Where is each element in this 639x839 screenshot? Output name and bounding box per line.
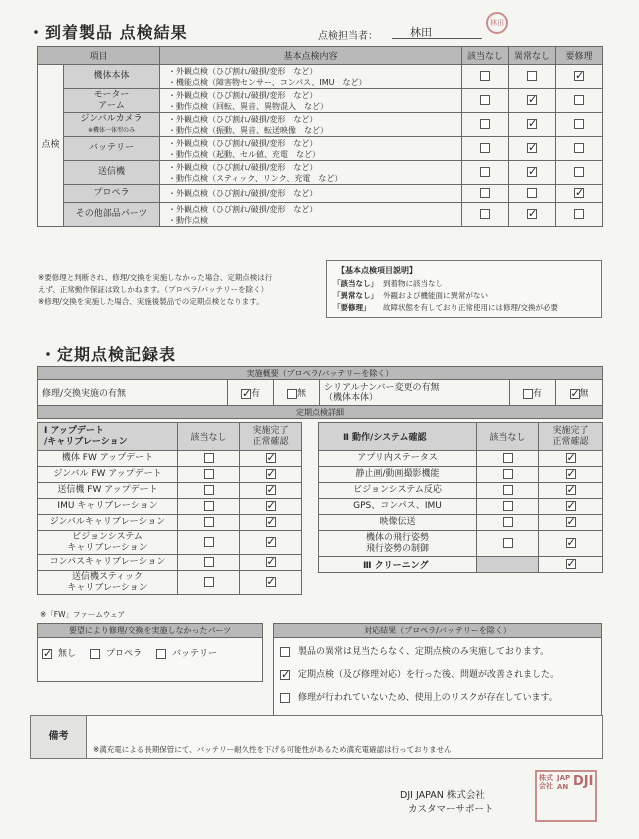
arrival-row — [38, 137, 603, 161]
arrival-na-checkbox[interactable] — [480, 143, 490, 153]
update-label-line: ジンバル FW アップデート — [53, 469, 162, 479]
update-done-cell — [240, 531, 302, 555]
arrival-item — [64, 185, 160, 203]
arrival-ok-cell — [509, 137, 556, 161]
legend-row — [333, 278, 558, 290]
legend-row — [333, 302, 558, 314]
company-name: DJI JAPAN 株式会社 — [400, 790, 485, 801]
parts-option — [156, 646, 217, 659]
arrival-na-cell — [462, 137, 509, 161]
arrival-item — [64, 203, 160, 227]
system-na-checkbox[interactable] — [503, 453, 513, 463]
system-label — [319, 499, 477, 515]
arrival-row — [38, 161, 603, 185]
legend-desc: 故障状態を有しており正常使用には修理/交換が必要 — [383, 303, 559, 312]
result-options — [274, 638, 602, 718]
inspector-name: 林田 — [410, 26, 432, 39]
arrival-content-line: ・動作点検（回転、異音、異物混入 など） — [168, 101, 329, 111]
system-done-cell — [539, 467, 603, 483]
update-done-cell — [240, 467, 302, 483]
update-na-checkbox[interactable] — [204, 501, 214, 511]
arrival-content — [160, 137, 462, 161]
system-na-checkbox[interactable] — [503, 517, 513, 527]
update-label — [38, 451, 178, 467]
arrival-ok-checkbox[interactable] — [527, 71, 537, 81]
update-label — [38, 515, 178, 531]
result-option-label: 製品の異常は見当たらなく、定期点検のみ実施しております。 — [298, 647, 550, 657]
system-row — [319, 451, 603, 467]
legend-term: 「該当なし」 — [333, 279, 378, 288]
system-done-checkbox[interactable] — [566, 469, 576, 479]
arrival-item — [64, 113, 160, 137]
parts-options — [38, 638, 263, 682]
system-label-line: 映像伝送 — [379, 517, 416, 527]
update-na-cell — [178, 515, 240, 531]
arrival-na-cell — [462, 203, 509, 227]
seal-left: 株式会社 — [539, 774, 553, 790]
update-label-line: ビジョンシステム — [72, 531, 143, 542]
parts-option — [42, 646, 76, 659]
remarks-text: ※満充電による長期保管にて、バッテリー耐久性を下げる可能性があるため満充電確認は行っておりません — [93, 745, 452, 754]
system-label-line: 機体の飛行姿勢 — [365, 532, 429, 543]
update-row — [38, 555, 302, 571]
fw-note: ※「FW」ファームウェア — [40, 610, 126, 619]
arrival-repair-cell — [556, 185, 603, 203]
serial-no-checkbox[interactable] — [570, 389, 580, 399]
arrival-ok-cell — [509, 89, 556, 113]
note-line: えず、正常動作保証は致しかねます。（プロペラ/バッテリーを除く） — [38, 285, 269, 294]
cleaning-done-checkbox[interactable] — [566, 559, 576, 569]
parts-option-checkbox[interactable] — [42, 649, 52, 659]
serial-no-cell — [556, 380, 603, 406]
arrival-content-line: ・動作点検（起動、セル値、充電 など） — [168, 149, 321, 159]
arrival-na-checkbox[interactable] — [480, 95, 490, 105]
system-done-cell — [539, 515, 603, 531]
arrival-item-line: 機体本体 — [93, 71, 130, 81]
parts-option-label: 無し — [58, 649, 77, 659]
legend-term: 「異常なし」 — [333, 291, 378, 300]
system-label — [319, 531, 477, 557]
system-na-header: 該当なし — [477, 423, 539, 451]
update-label — [38, 531, 178, 555]
result-option — [280, 667, 601, 690]
overview-table — [37, 366, 603, 419]
update-row — [38, 483, 302, 499]
update-label — [38, 483, 178, 499]
update-row — [38, 451, 302, 467]
arrival-item-line: ジンバルカメラ — [80, 113, 143, 124]
arrival-table — [37, 46, 603, 227]
arrival-repair-cell — [556, 161, 603, 185]
system-na-cell — [477, 499, 539, 515]
arrival-row — [38, 185, 603, 203]
serial-label-sub: （機体本体） — [324, 392, 379, 403]
inspector-stamp: 林田 — [486, 12, 508, 34]
system-label-line: 静止画/動画撮影機能 — [355, 469, 440, 479]
system-na-checkbox[interactable] — [503, 469, 513, 479]
arrival-ok-cell — [509, 203, 556, 227]
note-line: ※要修理と判断され、修理/交換を実施しなかった場合、定期点検は行 — [38, 273, 273, 282]
system-done-header — [539, 423, 603, 451]
arrival-ok-checkbox[interactable] — [527, 167, 537, 177]
repair-label: 修理/交換実施の有無 — [38, 380, 228, 406]
parts-option-label: バッテリー — [172, 649, 218, 659]
result-option — [280, 644, 601, 667]
arrival-item-line: 送信機 — [98, 167, 126, 177]
arrival-content — [160, 65, 462, 89]
repair-yes-label: 有 — [250, 389, 260, 399]
update-label-line: 送信機 FW アップデート — [57, 485, 158, 495]
parts-option-checkbox[interactable] — [90, 649, 100, 659]
header-item: 項目 — [38, 47, 160, 65]
arrival-item-line: その他部品パーツ — [75, 209, 148, 219]
update-na-checkbox[interactable] — [204, 517, 214, 527]
parts-header: 要望により修理/交換を実施しなかったパーツ — [38, 624, 263, 638]
arrival-ok-checkbox[interactable] — [527, 143, 537, 153]
repair-no-checkbox[interactable] — [287, 389, 297, 399]
arrival-na-checkbox[interactable] — [480, 209, 490, 219]
system-na-checkbox[interactable] — [503, 538, 513, 548]
detail-header: 定期点検詳細 — [38, 406, 603, 419]
system-done-cell — [539, 451, 603, 467]
periodic-title: ・定期点検記録表 — [40, 345, 177, 364]
update-header — [38, 423, 178, 451]
system-done-cell — [539, 499, 603, 515]
done-header-line: 正常確認 — [552, 436, 589, 447]
system-row — [319, 483, 603, 499]
update-done-checkbox[interactable] — [266, 501, 276, 511]
arrival-content-line: ・動作点検 — [168, 215, 209, 225]
update-done-cell — [240, 483, 302, 499]
update-na-cell — [178, 571, 240, 595]
serial-no-label: 無 — [579, 389, 589, 399]
arrival-content — [160, 203, 462, 227]
system-na-checkbox[interactable] — [503, 501, 513, 511]
update-row — [38, 531, 302, 555]
done-header-line: 実施完了 — [252, 425, 289, 436]
arrival-na-cell — [462, 89, 509, 113]
update-label-line: ジンバルキャリブレーション — [49, 517, 166, 527]
arrival-content-line: ・動作点検（振動、異音、転送映像 など） — [168, 125, 329, 135]
header-content: 基本点検内容 — [160, 47, 462, 65]
arrival-row — [38, 203, 603, 227]
arrival-na-cell — [462, 161, 509, 185]
arrival-content — [160, 89, 462, 113]
inspector-label: 点検担当者： — [318, 31, 378, 42]
arrival-repair-checkbox[interactable] — [574, 188, 584, 198]
arrival-content-line: ・外観点検（ひび割れ/破損/変形 など） — [168, 204, 318, 214]
update-done-cell — [240, 499, 302, 515]
serial-yes-cell — [510, 380, 556, 406]
parts-option-label: プロペラ — [106, 649, 143, 659]
update-row — [38, 515, 302, 531]
update-row — [38, 571, 302, 595]
system-label-line: GPS、コンパス、IMU — [353, 501, 442, 511]
update-na-cell — [178, 483, 240, 499]
arrival-content-line: ・外観点検（ひび割れ/破損/変形 など） — [168, 138, 318, 148]
arrival-na-cell — [462, 113, 509, 137]
system-label-line: 飛行姿勢の制御 — [365, 543, 429, 554]
update-label-line: 機体 FW アップデート — [61, 453, 154, 463]
update-done-cell — [240, 515, 302, 531]
arrival-content-line: ・外観点検（ひび割れ/破損/変形 など） — [168, 114, 318, 124]
update-label — [38, 499, 178, 515]
update-label-line: コンパスキャリブレーション — [49, 557, 166, 567]
update-na-checkbox[interactable] — [204, 537, 214, 547]
update-table — [37, 422, 302, 595]
arrival-row — [38, 113, 603, 137]
arrival-item-line: モーター — [93, 89, 130, 100]
result-header: 対応結果（プロペラ/バッテリーを除く） — [274, 624, 602, 638]
arrival-item — [64, 89, 160, 113]
legend-desc: 外観および機能面に異常がない — [383, 291, 488, 300]
arrival-row — [38, 89, 603, 113]
update-na-header: 該当なし — [178, 423, 240, 451]
update-label — [38, 571, 178, 595]
system-done-cell — [539, 531, 603, 557]
header-repair: 要修理 — [556, 47, 603, 65]
system-row — [319, 499, 603, 515]
result-option-checkbox[interactable] — [280, 647, 290, 657]
update-label-line: キャリブレーション — [67, 582, 148, 593]
system-done-cell — [539, 483, 603, 499]
remarks-box — [30, 715, 603, 759]
arrival-item — [64, 137, 160, 161]
arrival-content-line: ・外観点検（ひび割れ/破損/変形 など） — [168, 189, 318, 198]
arrival-content — [160, 185, 462, 203]
system-header: Ⅱ 動作/システム確認 — [319, 423, 477, 451]
system-done-checkbox[interactable] — [566, 517, 576, 527]
update-done-checkbox[interactable] — [266, 517, 276, 527]
update-na-cell — [178, 451, 240, 467]
arrival-repair-cell — [556, 89, 603, 113]
system-row — [319, 515, 603, 531]
result-table — [273, 623, 602, 718]
note-line: ※修理/交換を実施した場合、実施後製品での定期点検となります。 — [38, 297, 264, 306]
update-na-checkbox[interactable] — [204, 469, 214, 479]
legend-term: 「要修理」 — [333, 303, 371, 312]
update-done-cell — [240, 571, 302, 595]
arrival-content — [160, 161, 462, 185]
arrival-content-line: ・外観点検（ひび割れ/破損/変形 など） — [168, 162, 318, 172]
arrival-ok-cell — [509, 113, 556, 137]
cleaning-label: Ⅲ クリーニング — [319, 557, 477, 573]
update-done-checkbox[interactable] — [266, 537, 276, 547]
update-done-cell — [240, 555, 302, 571]
update-done-checkbox[interactable] — [266, 485, 276, 495]
arrival-item-line: バッテリー — [89, 143, 135, 153]
arrival-repair-cell — [556, 137, 603, 161]
serial-label: シリアルナンバー変更の有無 — [324, 382, 440, 393]
update-header-line: /キャリブレーション — [44, 436, 128, 447]
update-done-checkbox[interactable] — [266, 453, 276, 463]
done-header-line: 実施完了 — [552, 425, 589, 436]
serial-yes-label: 有 — [532, 389, 542, 399]
arrival-repair-cell — [556, 203, 603, 227]
update-done-checkbox[interactable] — [266, 469, 276, 479]
system-label — [319, 467, 477, 483]
system-row — [319, 467, 603, 483]
cleaning-na-cell — [477, 557, 539, 573]
arrival-repair-checkbox[interactable] — [574, 167, 584, 177]
system-na-cell — [477, 451, 539, 467]
update-na-cell — [178, 555, 240, 571]
system-done-checkbox[interactable] — [566, 485, 576, 495]
arrival-repair-checkbox[interactable] — [574, 71, 584, 81]
repair-no-cell — [274, 380, 320, 406]
system-done-checkbox[interactable] — [566, 538, 576, 548]
arrival-repair-checkbox[interactable] — [574, 209, 584, 219]
serial-yes-checkbox[interactable] — [523, 389, 533, 399]
update-label-line: キャリブレーション — [67, 542, 148, 553]
system-label — [319, 515, 477, 531]
arrival-title: ・到着製品 点検結果 — [28, 23, 188, 42]
arrival-repair-checkbox[interactable] — [574, 95, 584, 105]
update-label-line: 送信機スティック — [71, 571, 144, 582]
done-header-line: 正常確認 — [252, 436, 289, 447]
update-row — [38, 467, 302, 483]
arrival-ok-cell — [509, 185, 556, 203]
arrival-notes — [38, 272, 272, 308]
arrival-ok-cell — [509, 65, 556, 89]
arrival-ok-cell — [509, 161, 556, 185]
overview-header: 実施概要（プロペラ/バッテリーを除く） — [38, 367, 603, 380]
update-na-checkbox[interactable] — [204, 557, 214, 567]
inspector-underline — [392, 38, 482, 39]
cleaning-done-cell — [539, 557, 603, 573]
result-option-label: 定期点検（及び修理対応）を行った後、問題が改善されました。 — [298, 670, 560, 680]
system-na-cell — [477, 531, 539, 557]
result-option-label: 修理が行われていないため、使用上のリスクが存在しています。 — [298, 693, 558, 703]
system-na-cell — [477, 483, 539, 499]
arrival-na-checkbox[interactable] — [480, 167, 490, 177]
arrival-content — [160, 113, 462, 137]
arrival-item-line: アーム — [98, 100, 125, 111]
system-label-line: ビジョンシステム反応 — [353, 485, 442, 495]
update-label-line: IMU キャリブレーション — [57, 501, 158, 511]
update-na-cell — [178, 467, 240, 483]
seal-mid: JAPAN — [557, 774, 571, 791]
legend-desc: 到着物に該当なし — [383, 279, 443, 288]
company-seal — [535, 770, 597, 822]
arrival-ok-checkbox[interactable] — [527, 119, 537, 129]
arrival-item — [64, 65, 160, 89]
system-label — [319, 451, 477, 467]
repair-yes-checkbox[interactable] — [241, 389, 251, 399]
update-na-cell — [178, 499, 240, 515]
arrival-repair-cell — [556, 65, 603, 89]
remarks-label: 備考 — [31, 716, 87, 758]
arrival-item-line: ※機体一体型のみ — [87, 126, 136, 134]
arrival-repair-checkbox[interactable] — [574, 119, 584, 129]
repair-no-label: 無 — [296, 389, 306, 399]
update-label — [38, 555, 178, 571]
parts-table — [37, 623, 263, 682]
update-header-line: Ⅰ アップデート — [44, 425, 104, 436]
arrival-content-line: ・外観点検（ひび割れ/破損/変形 など） — [168, 66, 318, 76]
arrival-ok-checkbox[interactable] — [527, 95, 537, 105]
arrival-item — [64, 161, 160, 185]
seal-right: DJI — [573, 774, 594, 789]
side-label: 点検 — [38, 65, 64, 227]
arrival-item-line: プロペラ — [93, 188, 130, 198]
system-table — [318, 422, 603, 573]
arrival-repair-cell — [556, 113, 603, 137]
system-na-checkbox[interactable] — [503, 485, 513, 495]
header-na: 該当なし — [462, 47, 509, 65]
arrival-content-line: ・外観点検（ひび割れ/破損/変形 など） — [168, 90, 318, 100]
parts-option — [90, 646, 142, 659]
update-na-checkbox[interactable] — [204, 577, 214, 587]
arrival-na-checkbox[interactable] — [480, 71, 490, 81]
arrival-na-checkbox[interactable] — [480, 119, 490, 129]
system-done-checkbox[interactable] — [566, 501, 576, 511]
arrival-content-line: ・動作点検（スティック、リンク、充電 など） — [168, 173, 343, 183]
system-row — [319, 531, 603, 557]
arrival-ok-checkbox[interactable] — [527, 209, 537, 219]
system-na-cell — [477, 515, 539, 531]
legend-row — [333, 290, 558, 302]
serial-label-cell — [320, 380, 510, 406]
arrival-na-checkbox[interactable] — [480, 188, 490, 198]
arrival-content-line: ・機能点検（障害物センサー、コンパス、IMU など） — [168, 77, 367, 87]
update-done-checkbox[interactable] — [266, 557, 276, 567]
arrival-na-cell — [462, 185, 509, 203]
legend-title: 【基本点検項目説明】 — [337, 266, 417, 275]
update-na-cell — [178, 531, 240, 555]
repair-yes-cell — [228, 380, 274, 406]
arrival-repair-checkbox[interactable] — [574, 143, 584, 153]
system-label — [319, 483, 477, 499]
parts-option-checkbox[interactable] — [156, 649, 166, 659]
header-ok: 異常なし — [509, 47, 556, 65]
update-row — [38, 499, 302, 515]
system-label-line: アプリ内ステータス — [357, 453, 438, 463]
system-done-checkbox[interactable] — [566, 453, 576, 463]
update-na-checkbox[interactable] — [204, 485, 214, 495]
result-option-checkbox[interactable] — [280, 670, 290, 680]
result-option — [280, 690, 601, 713]
legend-box — [326, 260, 602, 318]
system-na-cell — [477, 467, 539, 483]
arrival-row — [38, 65, 603, 89]
update-na-checkbox[interactable] — [204, 453, 214, 463]
arrival-ok-checkbox[interactable] — [527, 188, 537, 198]
update-label — [38, 467, 178, 483]
update-done-cell — [240, 451, 302, 467]
result-option-checkbox[interactable] — [280, 693, 290, 703]
arrival-na-cell — [462, 65, 509, 89]
update-done-checkbox[interactable] — [266, 577, 276, 587]
company-dept: カスタマーサポート — [408, 804, 494, 815]
update-done-header — [240, 423, 302, 451]
